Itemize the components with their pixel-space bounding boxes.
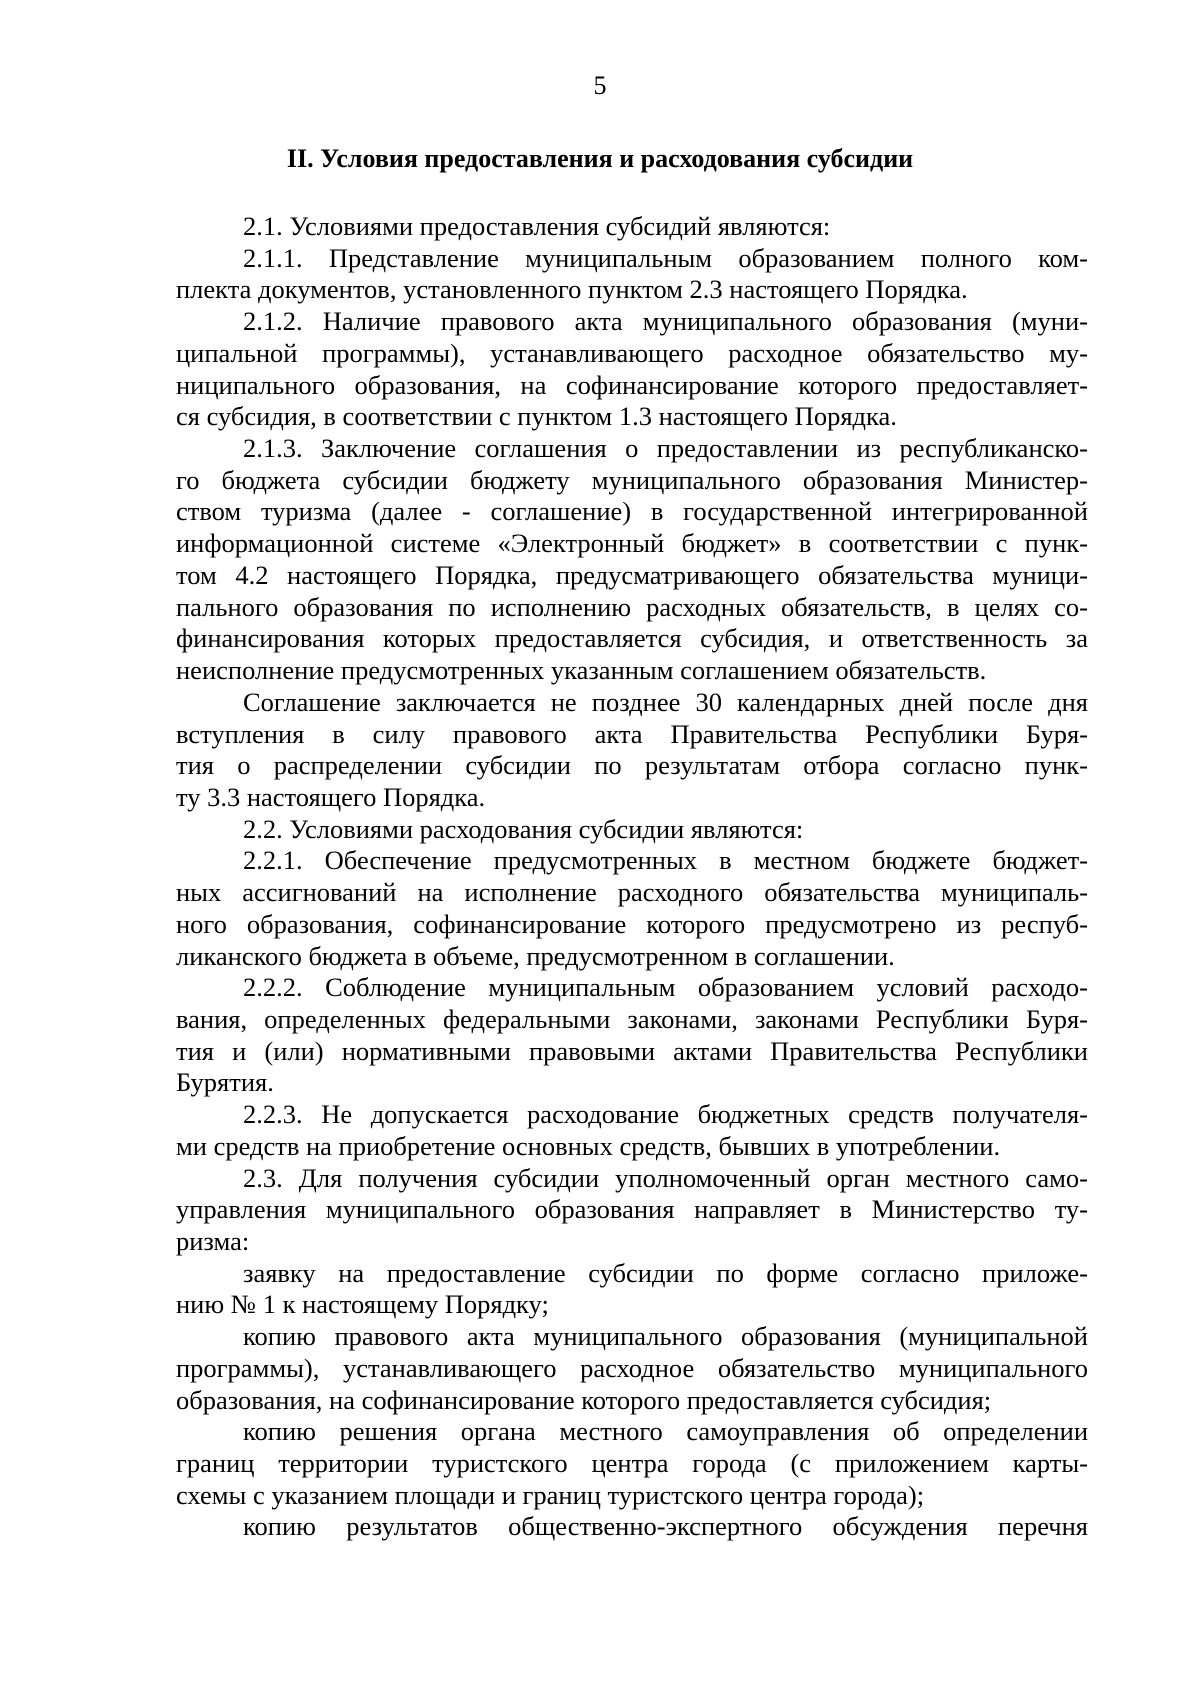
text-line: заявку на предоставление субсидии по форме согласно приложе-	[243, 1257, 1088, 1288]
text-line: неисполнение предусмотренных указанным соглашением обязательств.	[176, 655, 987, 686]
text-line: вания, определенных федеральными законами, законами Республики Буря-	[176, 1003, 1088, 1034]
text-line: ных ассигнований на исполнение расходного обязательства муниципаль-	[176, 877, 1088, 908]
text-line: схемы с указанием площади и границ туристского центра города);	[176, 1479, 925, 1510]
text-line: плекта документов, установленного пунктом 2.3 настоящего Порядка.	[176, 274, 968, 305]
text-line: ципальной программы), устанавливающего расходное обязательство му-	[176, 337, 1088, 368]
section-title: II. Условия предоставления и расходования субсидии	[286, 144, 914, 173]
text-line: ся субсидия, в соответствии с пунктом 1.3 настоящего Порядка.	[176, 401, 897, 432]
text-line: ством туризма (далее - соглашение) в государственной интегрированной	[176, 496, 1088, 527]
text-line: Бурятия.	[176, 1067, 274, 1098]
text-line: программы), устанавливающего расходное обязательство муниципального	[176, 1352, 1088, 1383]
text-line: нию № 1 к настоящему Порядку;	[176, 1289, 549, 1320]
page-number: 5	[593, 71, 607, 100]
text-line: тия о распределении субсидии по результатам отбора согласно пунк-	[176, 750, 1088, 781]
text-line: пального образования по исполнению расходных обязательств, в целях со-	[176, 591, 1088, 622]
text-line: ми средств на приобретение основных средств, бывших в употреблении.	[176, 1130, 1001, 1161]
text-line: копию решения органа местного самоуправления об определении	[243, 1416, 1088, 1447]
text-line: тия и (или) нормативными правовыми актами Правительства Республики	[176, 1035, 1088, 1066]
text-line: управления муниципального образования направляет в Министерство ту-	[176, 1194, 1088, 1225]
text-line: 2.2. Условиями расходования субсидии являются:	[243, 813, 804, 844]
text-line: том 4.2 настоящего Порядка, предусматривающего обязательства муници-	[176, 559, 1088, 590]
text-line: 2.2.2. Соблюдение муниципальным образованием условий расходо-	[243, 972, 1088, 1003]
text-line: 2.1.1. Представление муниципальным образованием полного ком-	[243, 242, 1088, 273]
text-line: 2.1. Условиями предоставления субсидий являются:	[243, 211, 831, 241]
text-line: ту 3.3 настоящего Порядка.	[176, 781, 486, 812]
text-line: 2.2.1. Обеспечение предусмотренных в местном бюджете бюджет-	[243, 845, 1088, 876]
text-line: информационной системе «Электронный бюджет» в соответствии с пунк-	[176, 528, 1088, 559]
text-line: образования, на софинансирование которого предоставляется субсидия;	[176, 1384, 992, 1415]
text-line: границ территории туристского центра города (с приложением карты-	[176, 1448, 1088, 1479]
text-line: го бюджета субсидии бюджету муниципального образования Министер-	[176, 464, 1088, 495]
text-line: 2.1.2. Наличие правового акта муниципального образования (муни-	[243, 306, 1088, 337]
text-line: ризма:	[176, 1226, 250, 1256]
text-line: 2.3. Для получения субсидии уполномоченный орган местного само-	[243, 1162, 1088, 1193]
text-line: 2.2.3. Не допускается расходование бюджетных средств получателя-	[243, 1099, 1088, 1130]
body-text	[176, 211, 1088, 1543]
text-line: ного образования, софинансирование которого предусмотрено из респуб-	[176, 908, 1088, 939]
text-line: копию результатов общественно-экспертного обсуждения перечня	[243, 1511, 1088, 1542]
text-line: ликанского бюджета в объеме, предусмотренном в соглашении.	[176, 940, 895, 971]
text-line: Соглашение заключается не позднее 30 календарных дней после дня	[243, 686, 1088, 717]
text-line: ниципального образования, на софинансирование которого предоставляет-	[176, 369, 1088, 400]
text-line: копию правового акта муниципального образования (муниципальной	[243, 1321, 1088, 1352]
text-line: финансирования которых предоставляется субсидия, и ответственность за	[176, 623, 1088, 654]
text-line: 2.1.3. Заключение соглашения о предоставлении из республиканско-	[243, 433, 1088, 464]
text-line: вступления в силу правового акта Правительства Республики Буря-	[176, 718, 1088, 749]
